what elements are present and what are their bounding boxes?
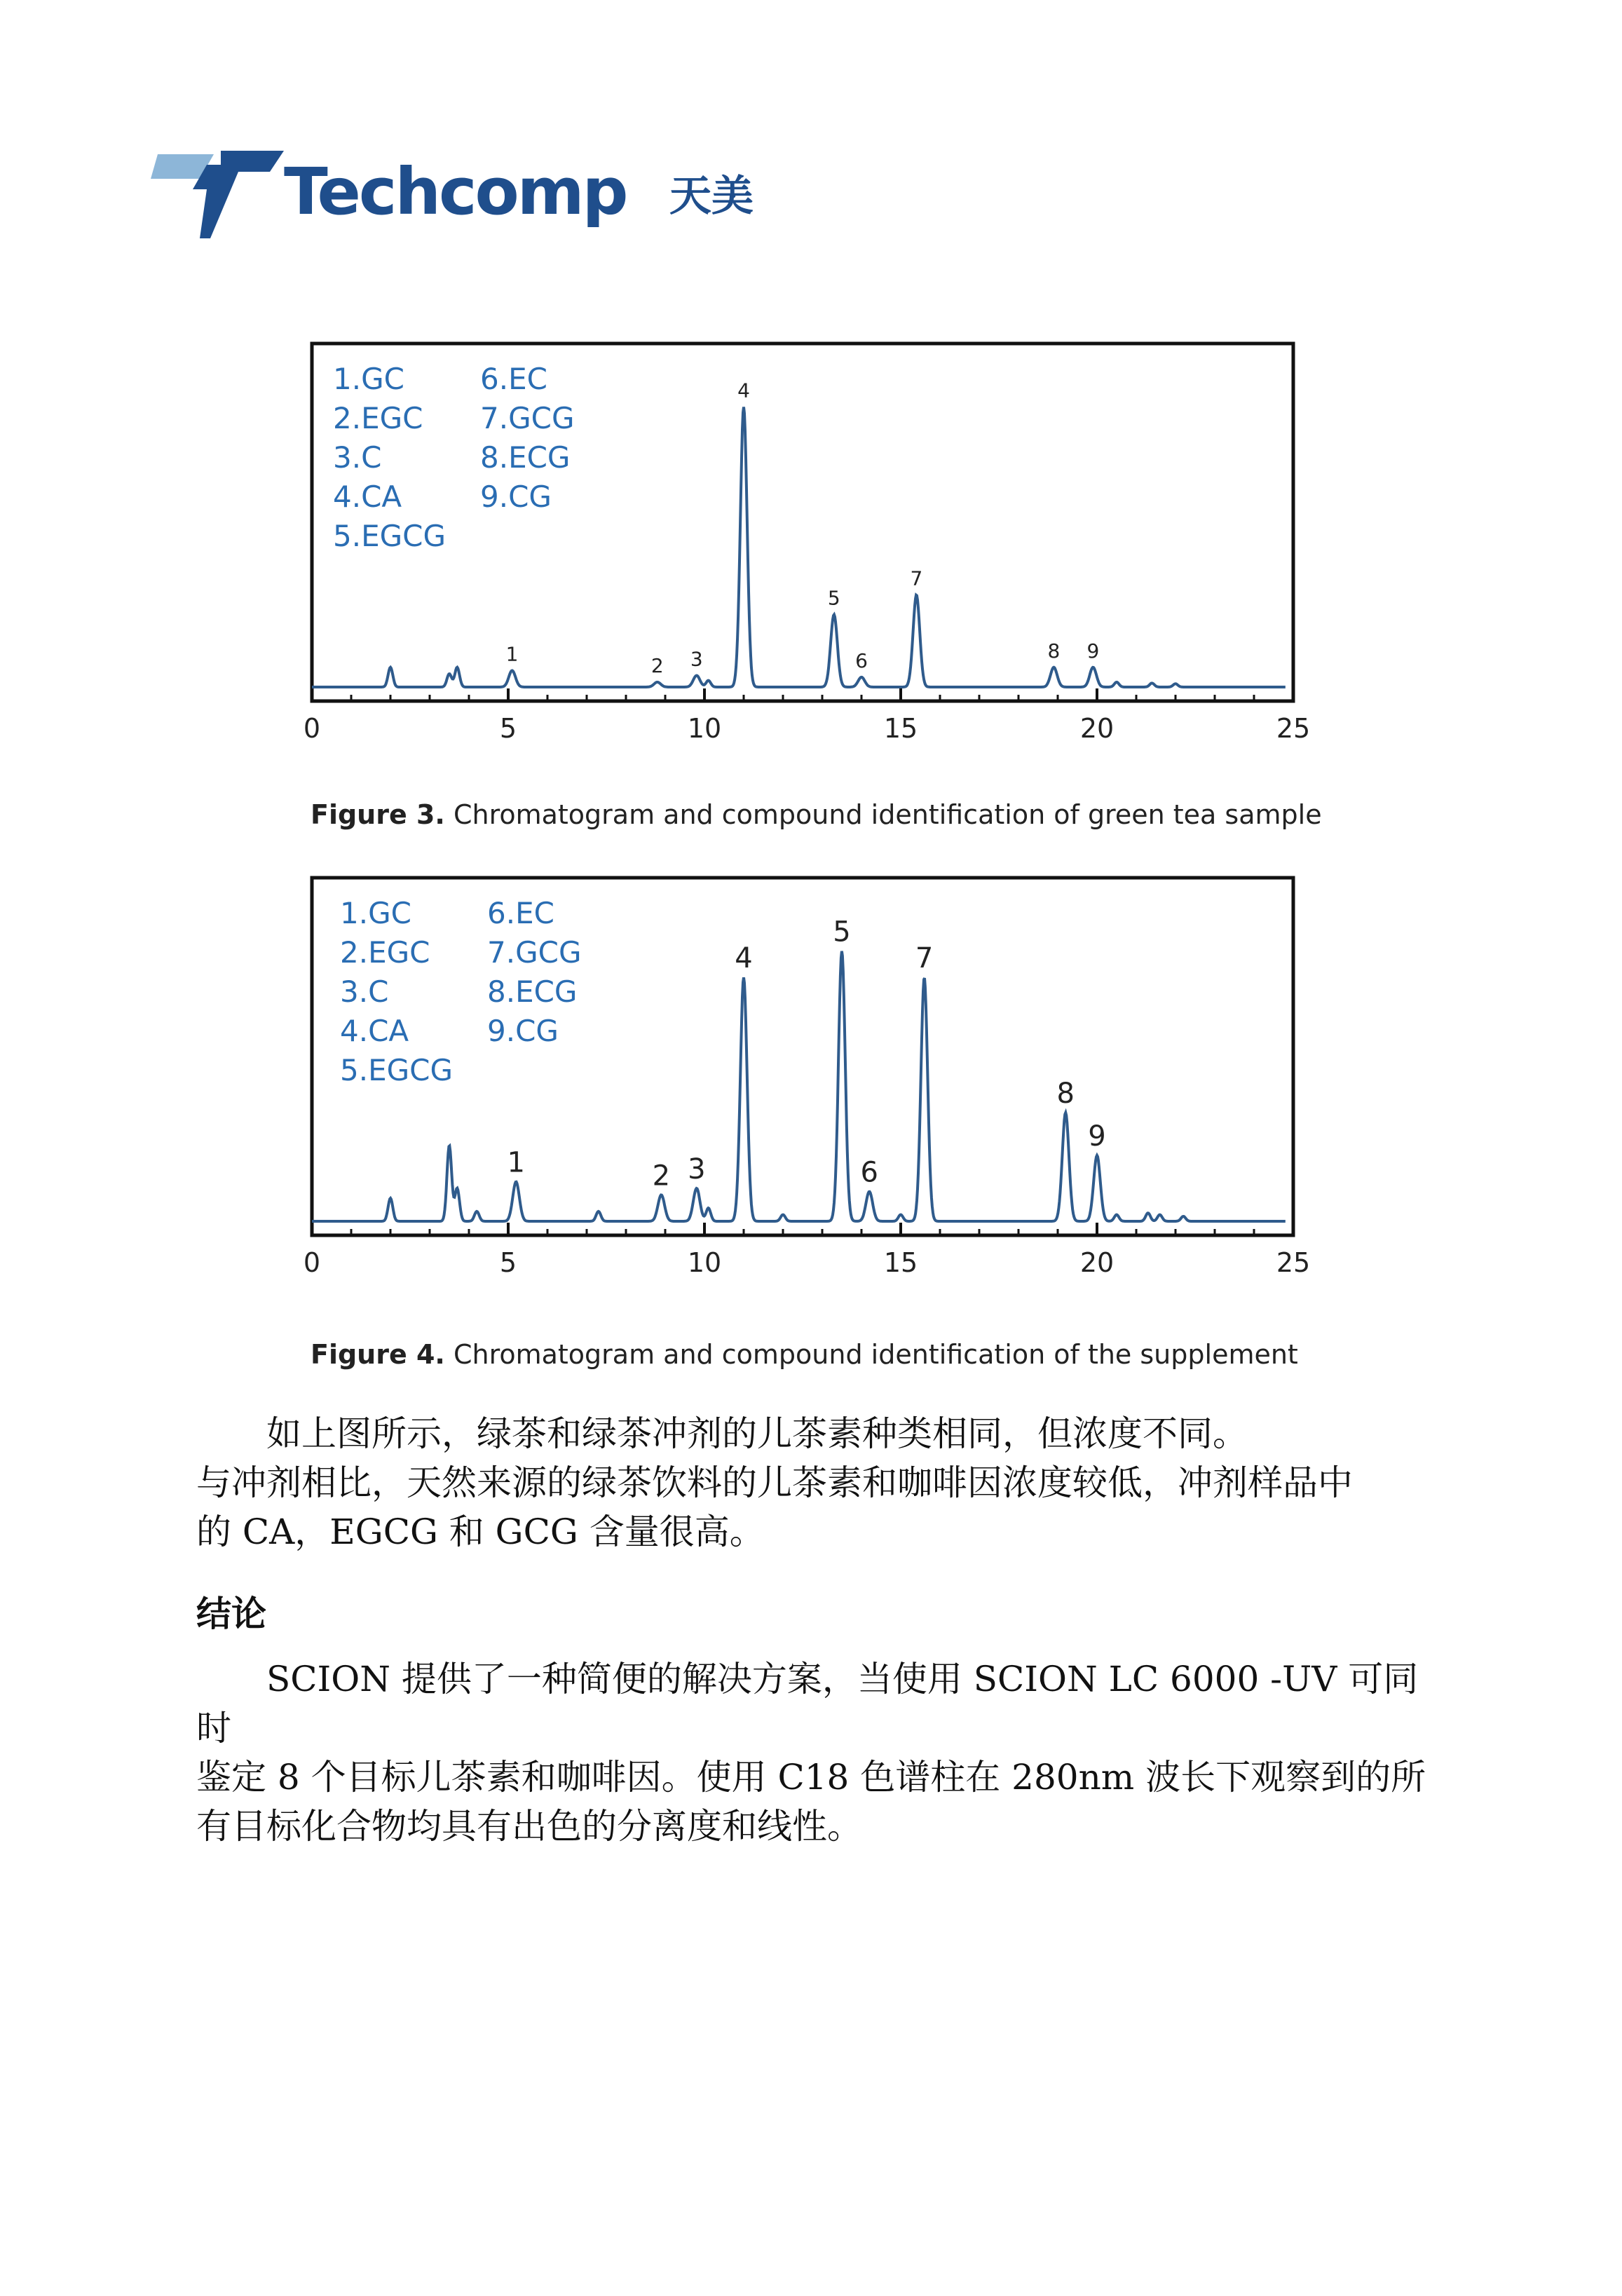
techcomp-logo [151, 147, 782, 245]
legend-entry: 1.GC [340, 896, 411, 930]
peak-label: 5 [827, 586, 840, 610]
figure-4-caption [311, 1339, 1298, 1370]
paragraph-line: 有目标化合物均具有出色的分离度和线性。 [196, 1806, 862, 1847]
legend-entry: 4.CA [340, 1014, 409, 1048]
peak-label: 5 [833, 916, 851, 949]
legend-entry: 9.CG [480, 480, 552, 514]
legend-entry: 3.C [340, 974, 389, 1009]
peak-label: 7 [910, 566, 923, 590]
paragraph-line: 的 CA，EGCG 和 GCG 含量很高。 [196, 1512, 765, 1552]
peak-label: 2 [650, 653, 664, 677]
legend-entry: 2.EGC [333, 401, 423, 435]
x-tick-label: 0 [303, 713, 321, 744]
compound-legend [340, 896, 582, 1087]
x-tick-label: 20 [1079, 713, 1115, 744]
legend-entry: 1.GC [333, 362, 404, 396]
x-tick-label: 25 [1276, 1247, 1311, 1278]
x-tick-label: 10 [687, 713, 722, 744]
paragraph-line: 鉴定 8 个目标儿茶素和咖啡因。使用 C18 色谱柱在 280nm 波长下观察到的所 [196, 1757, 1426, 1798]
peak-label: 3 [688, 1153, 706, 1186]
peak-label: 8 [1047, 639, 1061, 663]
figure-3 [301, 330, 1325, 778]
figure-4-caption-label: Figure 4. [311, 1339, 445, 1370]
figure-3-caption [311, 799, 1322, 830]
x-tick-label: 5 [499, 713, 517, 744]
chromatogram-trace [312, 951, 1286, 1221]
paragraph-line: 如上图所示，绿茶和绿茶冲剂的儿茶素种类相同，但浓度不同。 [266, 1413, 1248, 1454]
paragraph-comparison [196, 1409, 1444, 1556]
peak-label: 4 [735, 942, 753, 975]
figure-4 [301, 864, 1325, 1312]
peak-label: 4 [737, 379, 750, 402]
chromatogram-green-tea [301, 330, 1325, 778]
paragraph-line: 与冲剂相比，天然来源的绿茶饮料的儿茶素和咖啡因浓度较低，冲剂样品中 [196, 1462, 1353, 1503]
legend-entry: 8.ECG [487, 974, 578, 1009]
legend-entry: 5.EGCG [333, 519, 447, 553]
peak-label: 3 [690, 647, 703, 671]
legend-entry: 5.EGCG [340, 1053, 454, 1087]
legend-entry: 7.GCG [480, 401, 575, 435]
x-tick-label: 0 [303, 1247, 321, 1278]
peak-label: 1 [505, 642, 519, 666]
peak-label: 9 [1088, 1120, 1106, 1153]
x-tick-label: 5 [499, 1247, 517, 1278]
peak-label: 7 [915, 942, 934, 975]
legend-entry: 6.EC [487, 896, 554, 930]
legend-entry: 7.GCG [487, 935, 582, 970]
chromatogram-trace [312, 407, 1286, 688]
plot-frame [312, 344, 1293, 701]
compound-legend [333, 362, 575, 553]
peak-label: 6 [860, 1156, 878, 1189]
legend-entry: 6.EC [480, 362, 547, 396]
peak-label: 9 [1086, 639, 1100, 663]
x-tick-label: 20 [1079, 1247, 1115, 1278]
legend-entry: 3.C [333, 440, 382, 475]
conclusion-heading: 结论 [196, 1594, 266, 1634]
x-tick-label: 25 [1276, 713, 1311, 744]
legend-entry: 9.CG [487, 1014, 559, 1048]
figure-4-caption-text: Chromatogram and compound identification of the supplement [453, 1339, 1298, 1370]
logo-wordmark: Techcomp [284, 154, 627, 229]
plot-frame [312, 878, 1293, 1235]
x-tick-label: 15 [883, 713, 918, 744]
figure-3-caption-text: Chromatogram and compound identification of green tea sample [453, 799, 1322, 830]
logo-chinese: 天美 [669, 172, 754, 221]
peak-label: 2 [652, 1160, 671, 1193]
paragraph-conclusion [196, 1655, 1444, 1851]
legend-entry: 8.ECG [480, 440, 571, 475]
peak-label: 1 [507, 1146, 525, 1179]
x-tick-label: 10 [687, 1247, 722, 1278]
chromatogram-supplement [301, 864, 1325, 1312]
peak-label: 6 [855, 648, 868, 672]
figure-3-caption-label: Figure 3. [311, 799, 445, 830]
x-tick-label: 15 [883, 1247, 918, 1278]
peak-label: 8 [1056, 1077, 1075, 1110]
legend-entry: 2.EGC [340, 935, 430, 970]
paragraph-line: SCION 提供了一种简便的解决方案，当使用 SCION LC 6000 -UV 可同时 [196, 1659, 1419, 1748]
legend-entry: 4.CA [333, 480, 402, 514]
